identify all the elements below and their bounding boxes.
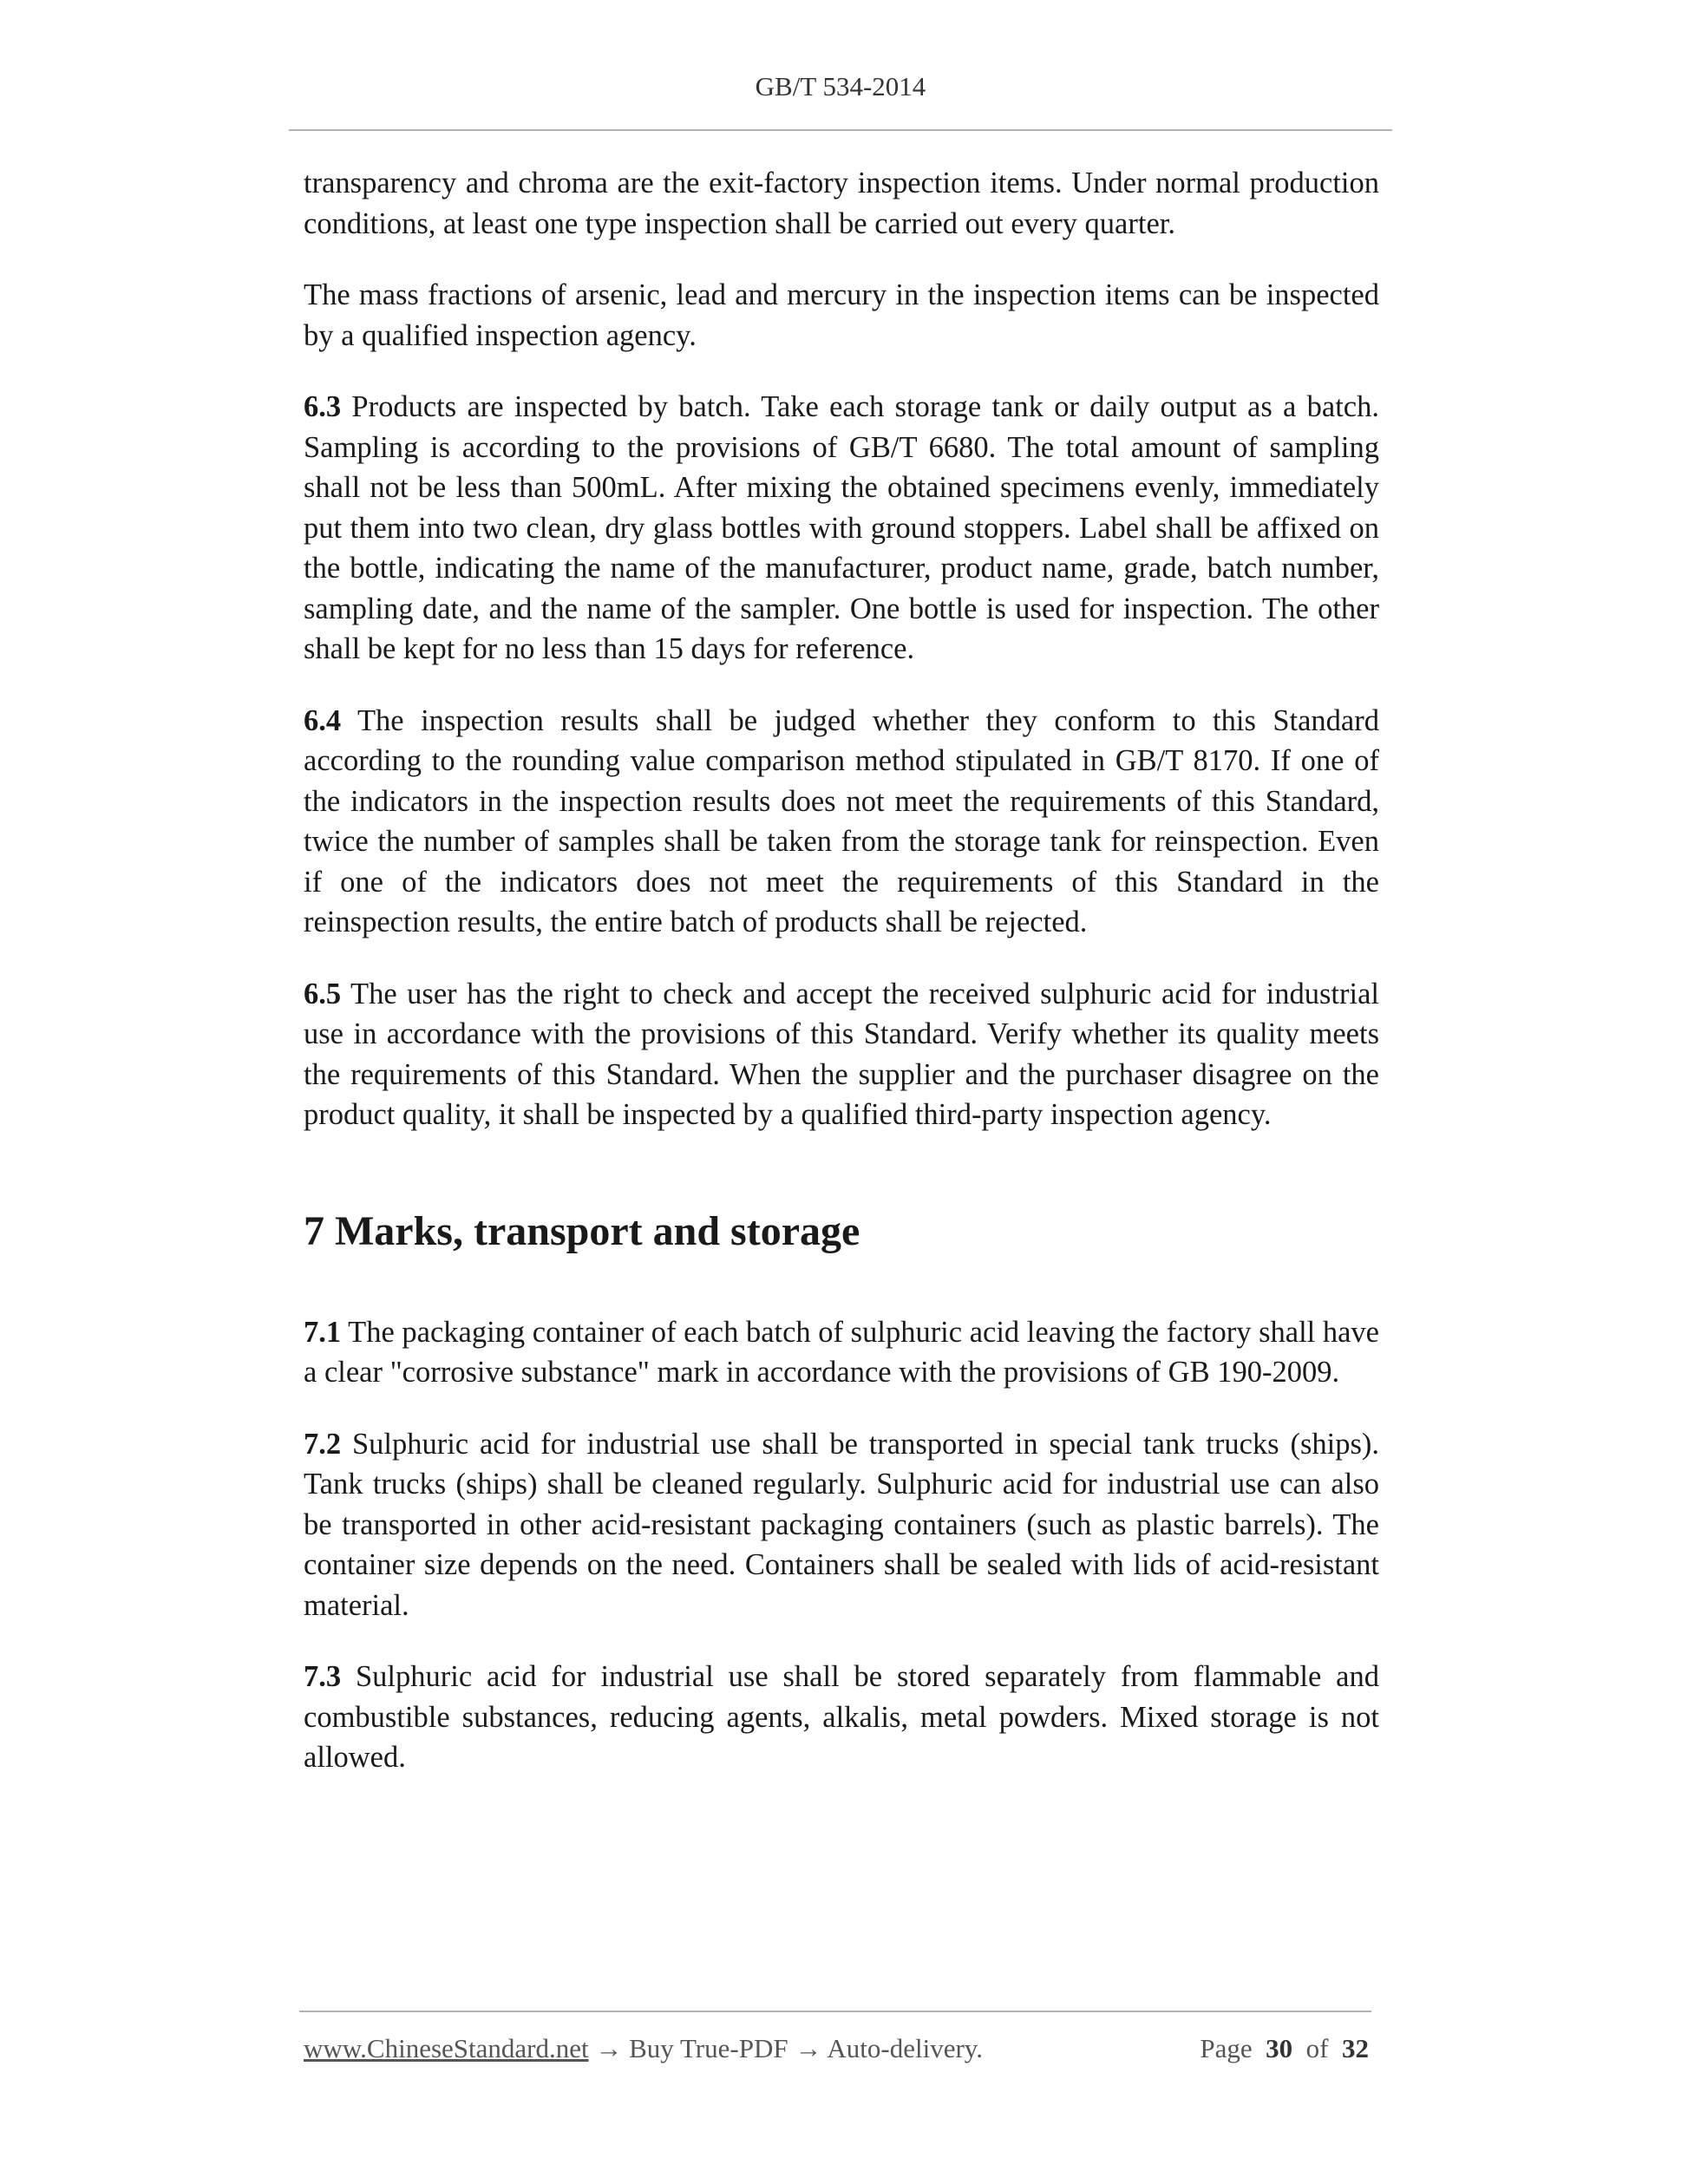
paragraph-continuation: transparency and chroma are the exit-factory inspection items. Under normal production conditions, at least one type inspection shall be carried out every quarter. — [304, 167, 1379, 240]
header-divider — [289, 129, 1392, 131]
clause-number: 7.3 — [304, 1660, 342, 1693]
footer-divider — [299, 2011, 1371, 2012]
page-header-title: GB/T 534-2014 — [755, 71, 926, 101]
arrow-right-icon: → — [588, 2033, 630, 2063]
page-label: Page — [1200, 2033, 1253, 2063]
footer-promo — [304, 2033, 983, 2064]
total-pages: 32 — [1342, 2033, 1369, 2063]
website-link[interactable]: www.ChineseStandard.net — [304, 2033, 589, 2063]
clause-number: 6.5 — [304, 977, 342, 1010]
clause-text: Products are inspected by batch. Take each storage tank or daily output as a batch. Sampling is according to the provisions of GB/T 6680. The total amount of sampling shall not be less than 500mL. After mixing the obtained specimens evenly, immediately put them into two clean, dry glass bottles with ground stoppers. Label shall be affixed on the bottle, indicating the name of the manufacturer, product name, grade, batch number, sampling date, and the name of the sampler. One bottle is used for inspection. The other shall be kept for no less than 15 days for reference. — [304, 390, 1379, 665]
page-number — [1200, 2033, 1369, 2064]
clause-text: The user has the right to check and accept the received sulphuric acid for industrial use in accordance with the provisions of this Standard. Verify whether its quality meets the requirements of this Standard. When the supplier and the purchaser disagree on the product quality, it shall be inspected by a qualified third-party inspection agency. — [304, 977, 1379, 1131]
clause-6-4 — [304, 701, 1379, 943]
clause-7-2 — [304, 1424, 1379, 1626]
section-heading: 7 Marks, transport and storage — [304, 1207, 860, 1254]
of-label: of — [1305, 2033, 1329, 2063]
clause-number: 6.3 — [304, 390, 342, 423]
clause-7-3 — [304, 1657, 1379, 1778]
document-body — [304, 163, 1379, 1809]
clause-text: Sulphuric acid for industrial use shall be transported in special tank trucks (ships). Tank trucks (ships) shall be cleaned regularly. Sulphuric acid for industrial use can also be transported in other acid-resistant packaging containers (such as plastic barrels). The container size depends on the need. Containers shall be sealed with lids of acid-resistant material. — [304, 1427, 1379, 1622]
arrow-right-icon: → — [788, 2033, 828, 2063]
clause-number: 7.2 — [304, 1427, 342, 1461]
clause-text: The inspection results shall be judged whether they conform to this Standard according to the rounding value comparison method stipulated in GB/T 8170. If one of the indicators in the inspection results does not meet the requirements of this Standard, twice the number of samples shall be taken from the storage tank for reinspection. Even if one of the indicators does not meet the requirements of this Standard in the reinspection results, the entire batch of products shall be rejected. — [304, 703, 1379, 938]
paragraph-mass-fractions: The mass fractions of arsenic, lead and mercury in the inspection items can be inspected by a qualified inspection agency. — [304, 278, 1379, 352]
auto-delivery-text: Auto-delivery. — [827, 2033, 984, 2063]
clause-number: 7.1 — [304, 1315, 342, 1349]
clause-text: The packaging container of each batch of sulphuric acid leaving the factory shall have a clear "corrosive substance" mark in accordance with the provisions of GB 190-2009. — [304, 1315, 1379, 1389]
clause-7-1 — [304, 1312, 1379, 1393]
buy-pdf-text: Buy True-PDF — [629, 2033, 788, 2063]
clause-6-3 — [304, 387, 1379, 670]
current-page: 30 — [1266, 2033, 1293, 2063]
clause-text: Sulphuric acid for industrial use shall be stored separately from flammable and combustible substances, reducing agents, alkalis, metal powders. Mixed storage is not allowed. — [304, 1660, 1379, 1774]
clause-6-5 — [304, 974, 1379, 1135]
clause-number: 6.4 — [304, 703, 342, 737]
